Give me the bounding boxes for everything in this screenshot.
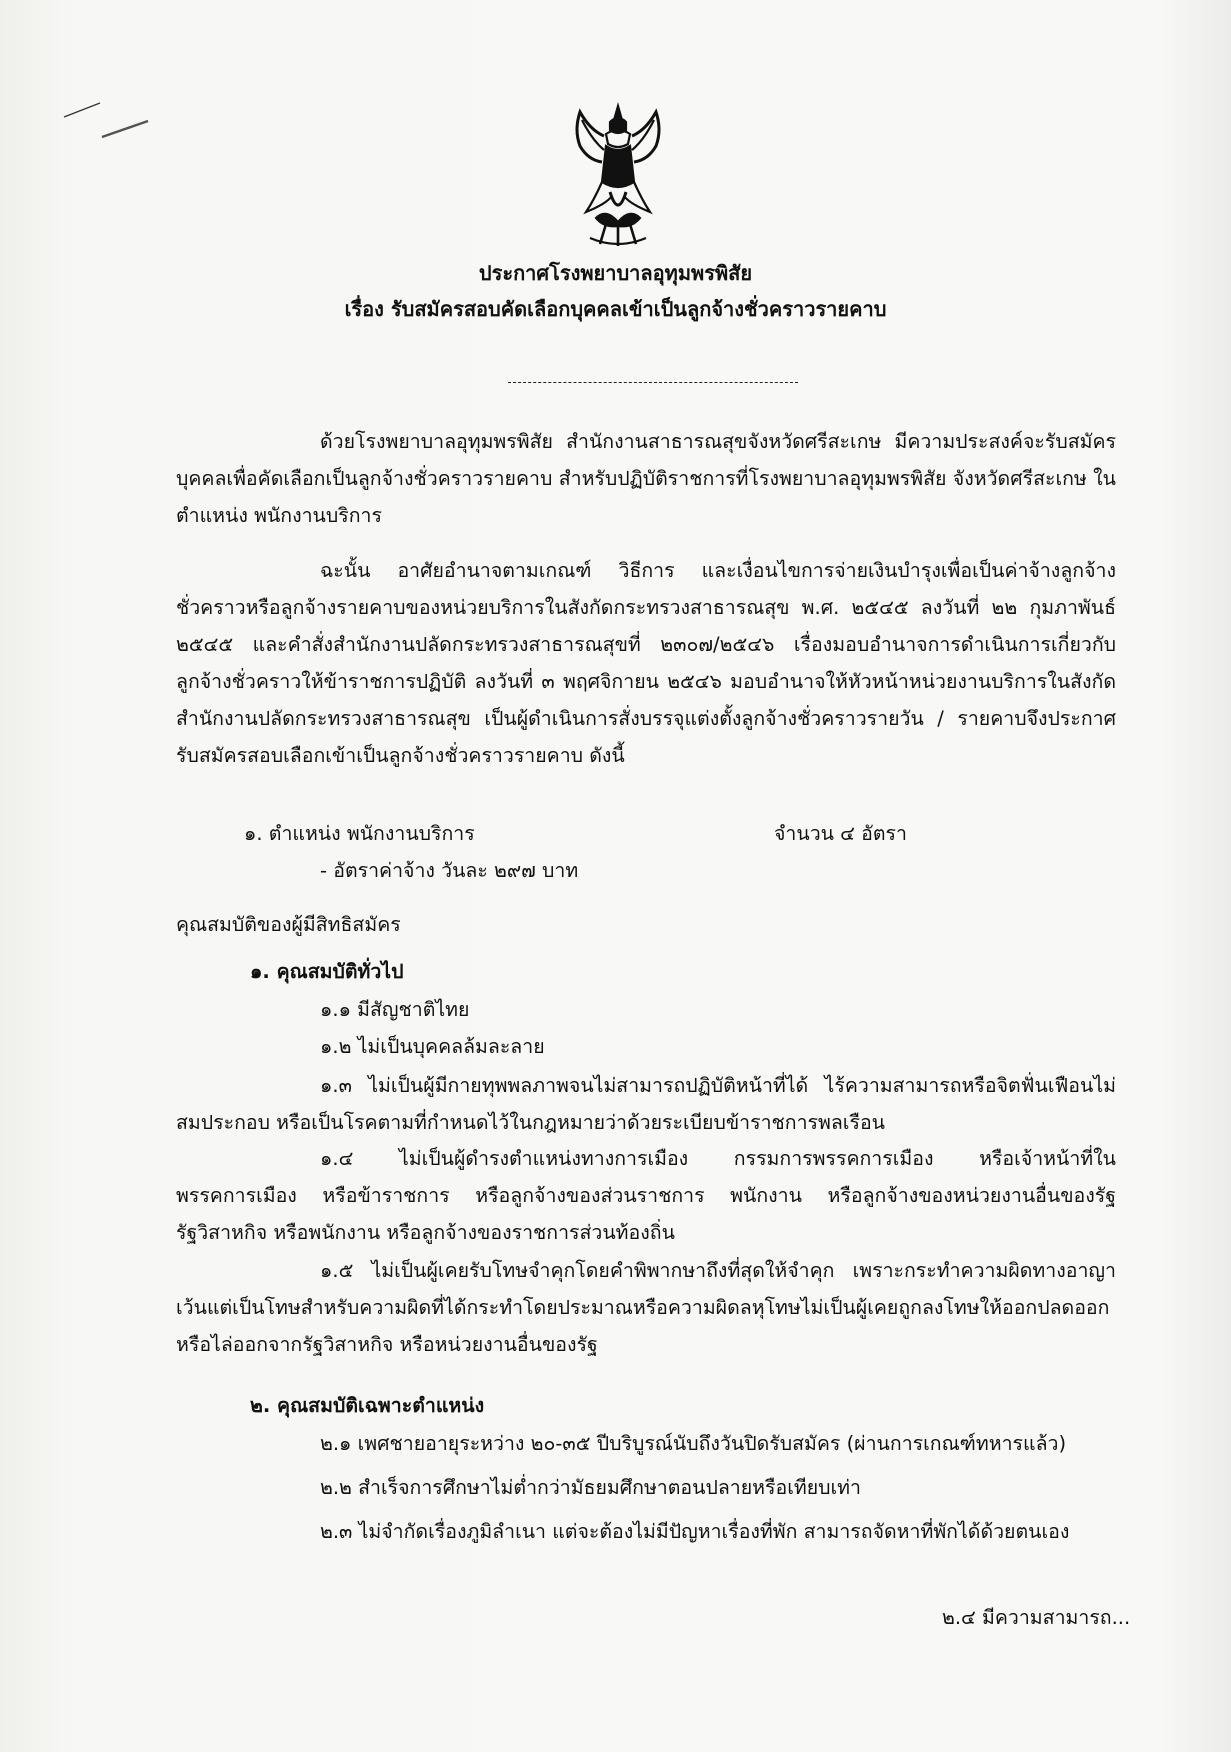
list-item: ๒.๓ ไม่จำกัดเรื่องภูมิลำเนา แต่จะต้องไม่มีปัญหาเรื่องที่พัก สามารถจัดหาที่พักได้ด้วยตนเอง	[320, 1520, 1070, 1543]
page-continuation: ๒.๔ มีความสามารถ...	[942, 1606, 1131, 1629]
announcement-title: ประกาศโรงพยาบาลอุทุมพรพิสัย	[478, 261, 753, 285]
authority-paragraph: ฉะนั้น อาศัยอำนาจตามเกณฑ์ วิธีการ และเงื่อนไขการจ่ายเงินบำรุงเพื่อเป็นค่าจ้างลูกจ้างชั่วคราวหรือลูกจ้างรายคาบของหน่วยบริการในสังกัดกระทรวงสาธารณสุข พ.ศ. ๒๕๔๕ ลงวันที่ ๒๒ กุมภาพันธ์ ๒๕๔๕ และคำสั่งสำนักงานปลัดกระทรวงสาธารณสุขที่ ๒๓๐๗/๒๕๔๖ เรื่องมอบอำนาจการดำเนินการเกี่ยวกับลูกจ้างชั่วคราวให้ข้าราชการปฏิบัติ ลงวันที่ ๓ พฤศจิกายน ๒๕๔๖ มอบอำนาจให้หัวหน้าหน่วยงานบริการในสังกัดสำนักงานปลัดกระทรวงสาธารณสุข เป็นผู้ดำเนินการสั่งบรรจุแต่งตั้งลูกจ้างชั่วคราวรายวัน / รายคาบจึงประกาศรับสมัครสอบเลือกเข้าเป็นลูกจ้างชั่วคราวรายคาบ ดังนี้	[176, 559, 1116, 767]
title-divider	[508, 382, 798, 383]
garuda-emblem-icon	[566, 100, 670, 250]
list-item: ๑.๑ มีสัญชาติไทย	[320, 998, 470, 1021]
list-item: ๒.๑ เพศชายอายุระหว่าง ๒๐-๓๕ ปีบริบูรณ์นับถึงวันปิดรับสมัคร (ผ่านการเกณฑ์ทหารแล้ว)	[320, 1432, 1067, 1455]
position-wage: - อัตราค่าจ้าง วันละ ๒๙๗ บาท	[320, 859, 579, 882]
announcement-subject: เรื่อง รับสมัครสอบคัดเลือกบุคคลเข้าเป็นลูกจ้างชั่วคราวรายคาบ	[344, 297, 887, 321]
scan-pen-mark	[60, 95, 150, 145]
list-item: ๑.๓ ไม่เป็นผู้มีกายทุพพลภาพจนไม่สามารถปฏิบัติหน้าที่ได้ ไร้ความสามารถหรือจิตฟั่นเฟือนไม่สมประกอบ หรือเป็นโรคตามที่กำหนดไว้ในกฎหมายว่าด้วยระเบียบข้าราชการพลเรือน	[176, 1074, 1116, 1134]
list-item: ๑.๕ ไม่เป็นผู้เคยรับโทษจำคุกโดยคำพิพากษาถึงที่สุดให้จำคุก เพราะกระทำความผิดทางอาญา เว้นแต่เป็นโทษสำหรับความผิดที่ได้กระทำโดยประมาณหรือความผิดลหุโทษไม่เป็นผู้เคยถูกลงโทษให้ออกปลดออก หรือไล่ออกจากรัฐวิสาหกิจ หรือหน่วยงานอื่นของรัฐ	[176, 1259, 1116, 1356]
position-title: ๑. ตำแหน่ง พนักงานบริการ	[244, 822, 475, 845]
list-item: ๑.๒ ไม่เป็นบุคคลล้มละลาย	[320, 1035, 545, 1058]
qualifications-heading: คุณสมบัติของผู้มีสิทธิสมัคร	[176, 913, 401, 936]
general-qualifications-heading: ๑. คุณสมบัติทั่วไป	[250, 960, 404, 983]
intro-paragraph: ด้วยโรงพยาบาลอุทุมพรพิสัย สำนักงานสาธารณสุขจังหวัดศรีสะเกษ มีความประสงค์จะรับสมัครบุคคลเพื่อคัดเลือกเป็นลูกจ้างชั่วคราวรายคาบ สำหรับปฏิบัติราชการที่โรงพยาบาลอุทุมพรพิสัย จังหวัดศรีสะเกษ ใน ตำแหน่ง พนักงานบริการ	[176, 430, 1116, 527]
list-item: ๑.๔ ไม่เป็นผู้ดำรงตำแหน่งทางการเมือง กรรมการพรรคการเมือง หรือเจ้าหน้าที่ในพรรคการเมือง หรือข้าราชการ หรือลูกจ้างของส่วนราชการ พนักงาน หรือลูกจ้างของหน่วยงานอื่นของรัฐ รัฐวิสาหกิจ หรือพนักงาน หรือลูกจ้างของราชการส่วนท้องถิ่น	[176, 1147, 1116, 1244]
position-count: จำนวน ๔ อัตรา	[774, 822, 907, 845]
specific-qualifications-heading: ๒. คุณสมบัติเฉพาะตำแหน่ง	[250, 1394, 485, 1417]
list-item: ๒.๒ สำเร็จการศึกษาไม่ต่ำกว่ามัธยมศึกษาตอนปลายหรือเทียบเท่า	[320, 1476, 861, 1499]
